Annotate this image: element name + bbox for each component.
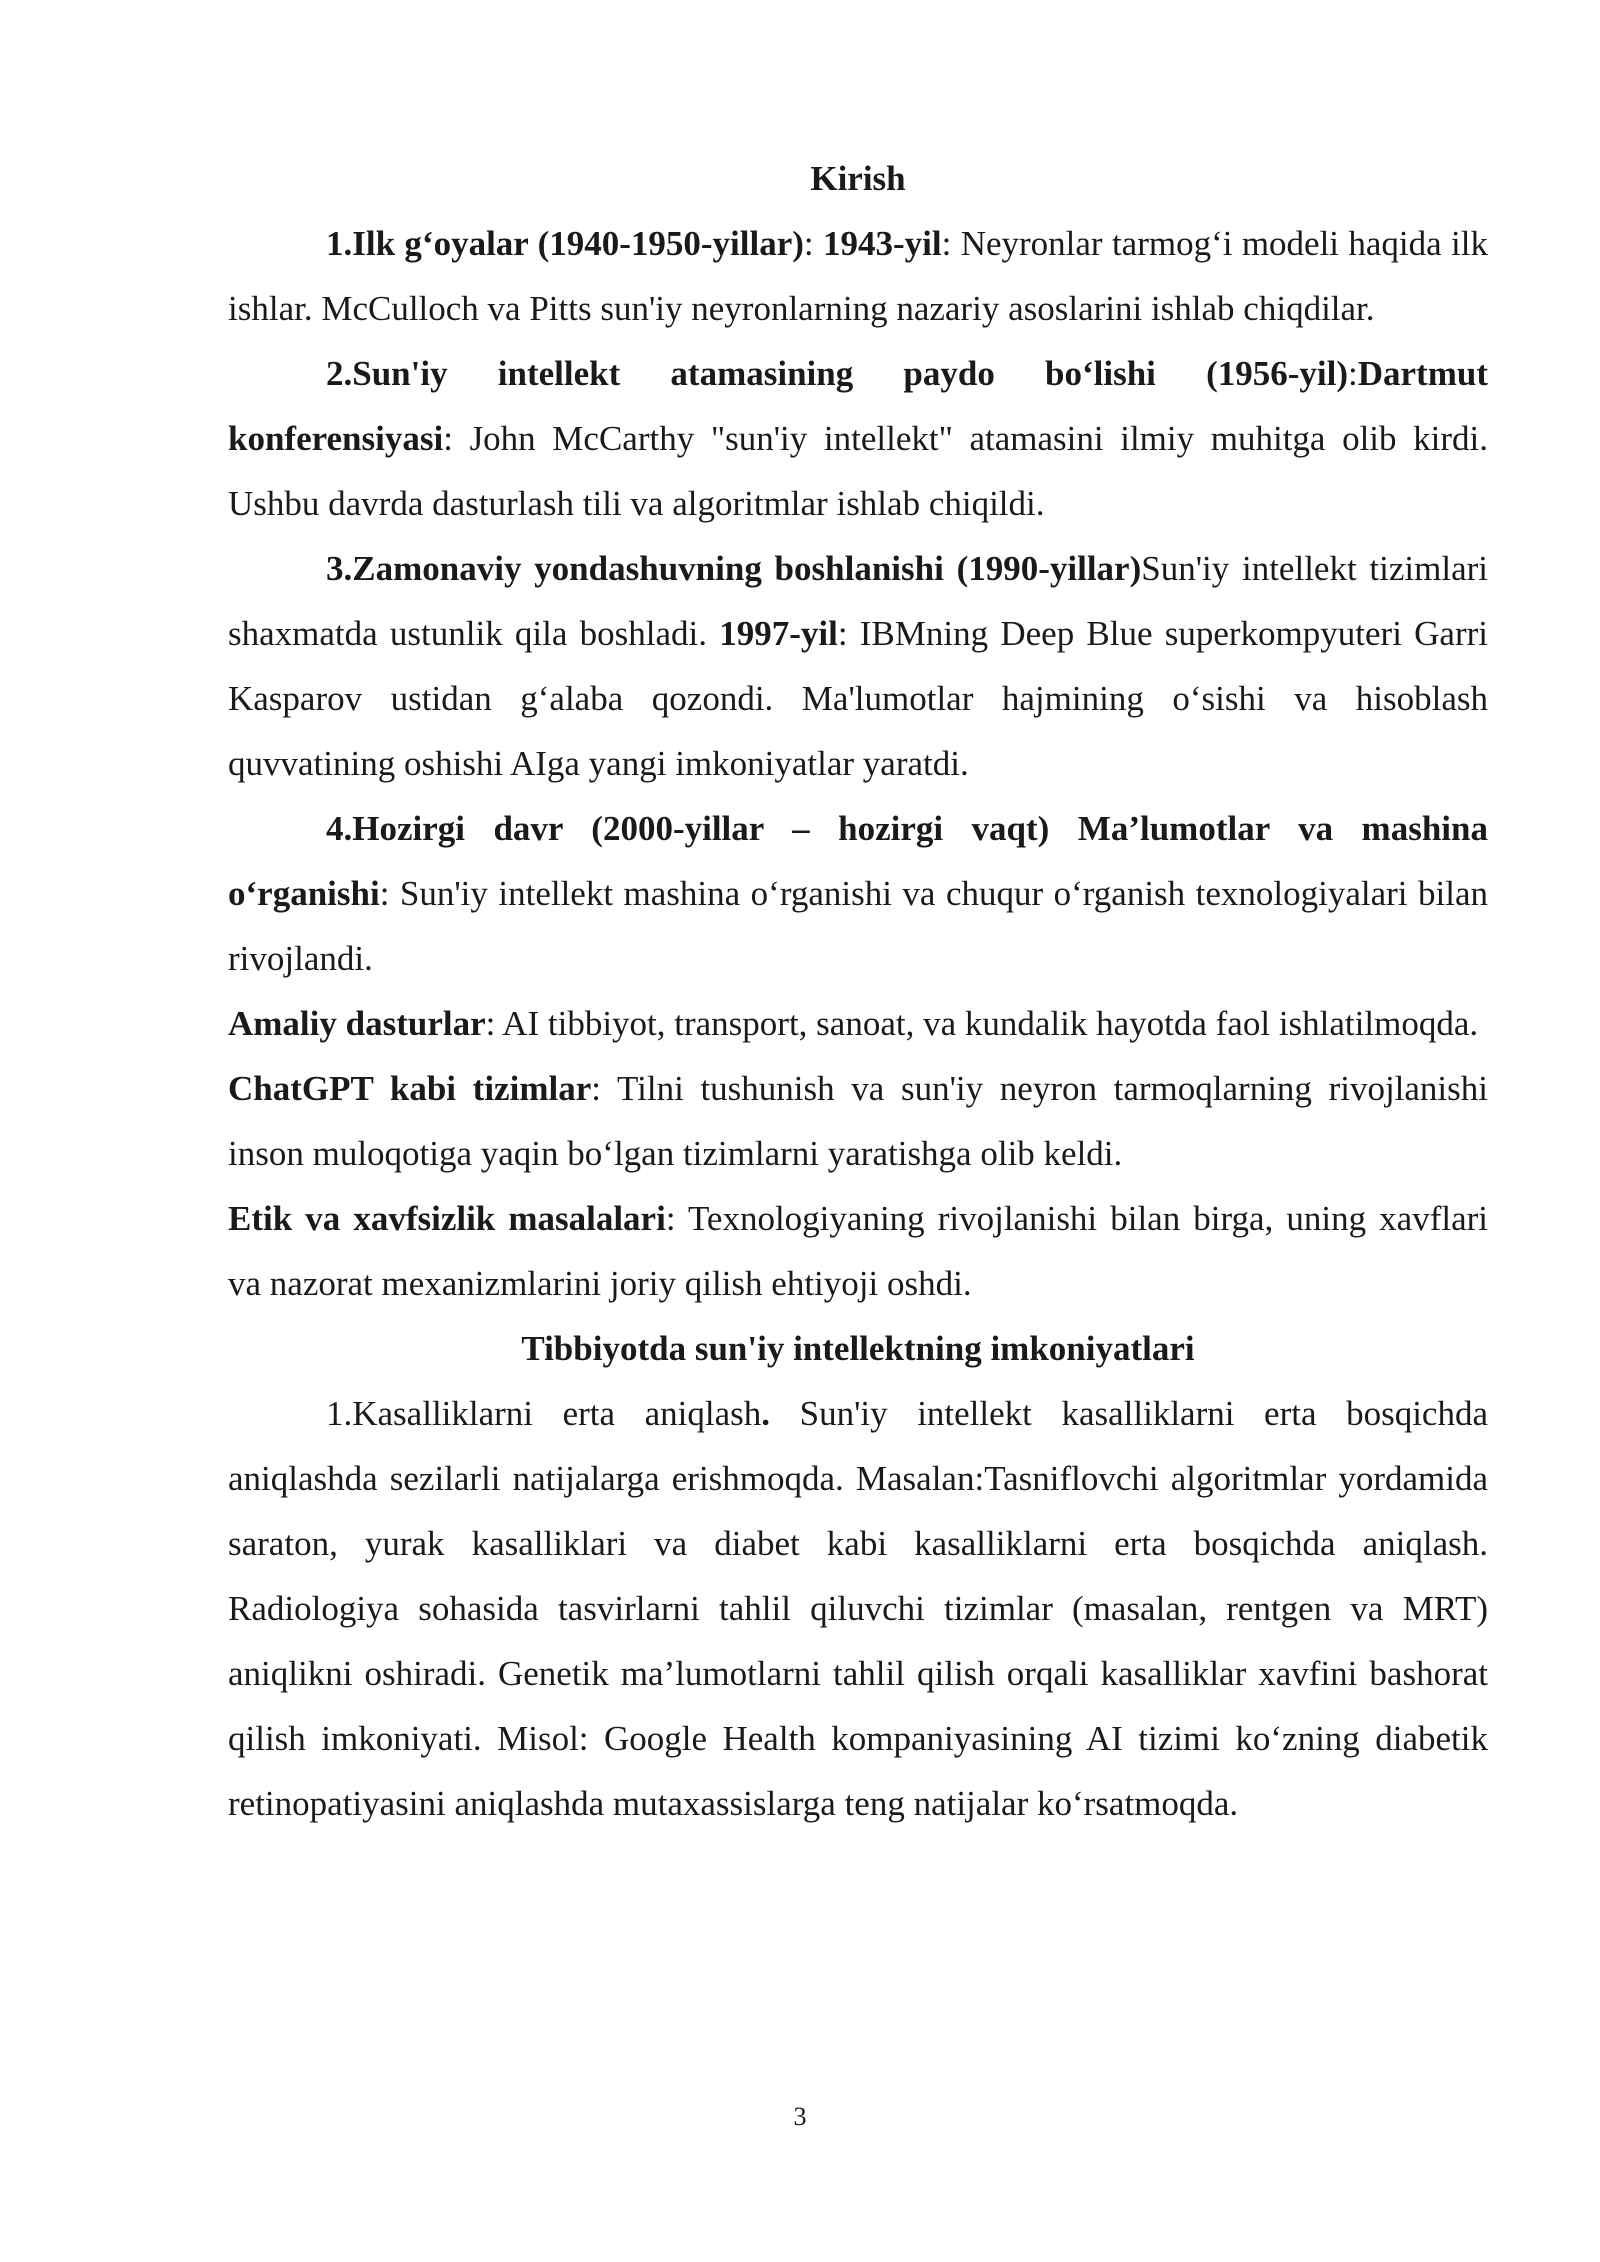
text-run: : Sun'iy intellekt mashina o‘rganishi va chuqur o‘rganish texnologiyalari bilan rivojlandi. (228, 874, 1488, 978)
text-run: Sun'iy intellekt kasalliklarni erta bosqichda aniqlashda sezilarli natijalarga erishmoqda. Masalan:Tasniflovchi algoritmlar yordamida saraton, yurak kasalliklari va diabet kabi kasalliklarni erta bosqichda aniqlash. Radiologiya sohasida tasvirlarni tahlil qiluvchi tizimlar (masalan, rentgen va MRT) aniqlikni oshiradi. Genetik ma’lumotlarni tahlil qilish orqali kasalliklar xavfini bashorat qilish imkoniyati. Misol: Google Health kompaniyasining AI tizimi ko‘zning diabetik retinopatiyasini aniqlashda mutaxassislarga teng natijalar ko‘rsatmoqda. (228, 1394, 1488, 1823)
text-run: : (1348, 354, 1358, 393)
paragraph-early-detection (228, 1381, 1488, 1836)
paragraph-ethics (228, 1186, 1488, 1316)
section-title: 2.Sun'iy intellekt atamasining paydo bo‘lishi (1956-yil) (326, 354, 1349, 393)
section-title: 1.Kasalliklarni erta aniqlash (326, 1394, 762, 1433)
section-title: 3.Zamonaviy yondashuvning boshlanishi (1990-yillar) (326, 549, 1142, 588)
text-run: . (761, 1394, 771, 1433)
section-title: 1.Ilk g‘oyalar (1940-1950-yillar) (326, 224, 804, 263)
year-label: 1943-yil (823, 224, 942, 263)
text-run: : AI tibbiyot, transport, sanoat, va kundalik hayotda faol ishlatilmoqda. (485, 1004, 1479, 1043)
text-run: : (803, 224, 823, 263)
text-run: Sun'iy intellekt tizimlari shaxmatda ustunlik qila boshladi. (228, 549, 1488, 653)
term-label: Etik va xavfsizlik masalalari (228, 1199, 666, 1238)
text-run: : Neyronlar tarmog‘i modeli haqida ilk ishlar. McCulloch va Pitts sun'iy neyronlarning nazariy asoslarini ishlab chiqdilar. (228, 224, 1488, 328)
document-page (228, 146, 1488, 1836)
text-run: : John McCarthy "sun'iy intellekt" atamasini ilmiy muhitga olib kirdi. Ushbu davrda dasturlash tili va algoritmlar ishlab chiqildi. (228, 419, 1488, 523)
paragraph-applications (228, 991, 1488, 1056)
page-number: 3 (793, 2102, 807, 2131)
term-label: ChatGPT kabi tizimlar (228, 1069, 592, 1108)
subtitle-label: Dartmut konferensiyasi (228, 354, 1488, 458)
heading-medicine: Tibbiyotda sun'iy intellektning imkoniyatlari (521, 1329, 1195, 1368)
paragraph-current-era (228, 796, 1488, 991)
section-title: 4.Hozirgi davr (2000-yillar – hozirgi vaqt) Ma’lumotlar va mashina o‘rganishi (228, 809, 1488, 913)
term-label: Amaliy dasturlar (228, 1004, 486, 1043)
paragraph-modern-approach (228, 536, 1488, 796)
paragraph-early-ideas (228, 211, 1488, 341)
text-run: : Texnologiyaning rivojlanishi bilan birga, uning xavflari va nazorat mexanizmlarini joriy qilish ehtiyoji oshdi. (228, 1199, 1488, 1303)
heading-intro: Kirish (810, 159, 906, 198)
text-run: : IBMning Deep Blue superkompyuteri Garri Kasparov ustidan g‘alaba qozondi. Ma'lumotlar hajmining o‘sishi va hisoblash quvvatining oshishi AIga yangi imkoniyatlar yaratdi. (228, 614, 1488, 783)
paragraph-term-origin (228, 341, 1488, 536)
year-label: 1997-yil (719, 614, 838, 653)
paragraph-chatgpt (228, 1056, 1488, 1186)
text-run: : Tilni tushunish va sun'iy neyron tarmoqlarning rivojlanishi inson muloqotiga yaqin bo‘lgan tizimlarni yaratishga olib keldi. (228, 1069, 1489, 1173)
